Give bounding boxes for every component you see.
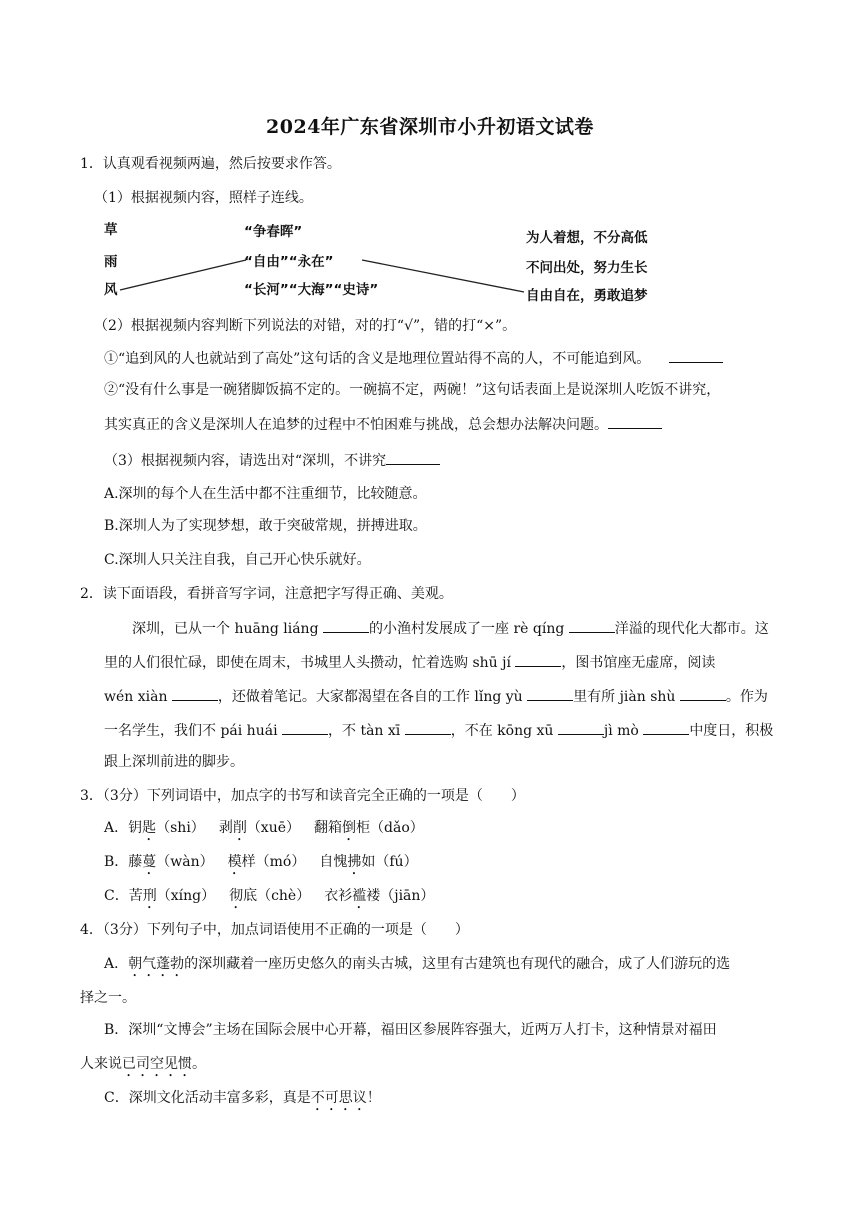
left-item-rain: 雨 [104, 254, 118, 270]
text-segment: ！ [366, 1090, 381, 1106]
text-segment: 倒 [342, 820, 357, 836]
text-segment: ，不 tàn xī [328, 723, 405, 739]
text-segment: 刑 [142, 888, 157, 904]
answer-blank[interactable] [386, 450, 440, 465]
text-segment: 朝气蓬勃 [128, 956, 185, 972]
q1-sub3 [104, 450, 440, 471]
text-segment: 模 [227, 854, 242, 870]
answer-blank[interactable] [669, 348, 723, 363]
text-segment: 柜（dǎo） [356, 820, 424, 836]
text-segment: wén xiàn [104, 689, 172, 705]
text-segment: 剥 [218, 820, 233, 836]
text-segment: 褴 [352, 888, 367, 904]
text-segment: 如（fú） [361, 854, 418, 870]
text-segment: C．深圳文化活动丰富多彩，真是 [104, 1090, 311, 1106]
text-segment: 翻箱 [314, 820, 343, 836]
text-segment: （xuē） [246, 820, 301, 836]
text-segment: 的小渔村发展成了一座 rè qíng [369, 621, 569, 637]
text-segment: 削 [232, 820, 247, 836]
q4-option-b-line2 [80, 1054, 206, 1080]
left-item-grass: 草 [104, 222, 118, 238]
q1-option-c: C.深圳人只关注自我，自己开心快乐就好。 [104, 552, 371, 568]
text-segment: 里的人们很忙碌，即使在周末，书城里人头攒动，忙着选购 shū jí [104, 655, 516, 671]
match-line-wind-freedom [120, 260, 246, 290]
answer-blank[interactable] [527, 686, 573, 701]
text-segment: 洋溢的现代化大都市。这 [614, 621, 769, 637]
right-item-1: 为人着想，不分高低 [526, 230, 648, 246]
page-title: 2024年广东省深圳市小升初语文试卷 [266, 116, 594, 138]
text-segment: 自愧 [319, 854, 348, 870]
answer-blank[interactable] [323, 618, 369, 633]
text-segment: 拂 [347, 854, 362, 870]
text-segment: 其实真正的含义是深圳人在追梦的过程中不怕困难与挑战，总会想办法解决问题。 [104, 417, 608, 433]
q1-sub2: （2）根据视频内容判断下列说法的对错，对的打“√”，错的打“×”。 [94, 318, 517, 334]
answer-blank[interactable] [558, 720, 604, 735]
left-item-wind: 风 [104, 282, 118, 298]
answer-blank[interactable] [643, 720, 689, 735]
answer-blank[interactable] [405, 720, 451, 735]
text-segment: ，图书馆座无虚席，阅读 [561, 655, 716, 671]
text-segment: 人来说 [80, 1056, 122, 1072]
q4-stem: 4．（3分）下列句子中，加点词语使用不正确的一项是（ ） [80, 922, 469, 938]
text-segment: 钥 [128, 820, 143, 836]
q2-stem: 2．读下面语段，看拼音写字词，注意把字写得正确、美观。 [80, 586, 453, 602]
middle-item-3: “长河”“大海”“史诗” [244, 282, 379, 298]
text-segment: 。作为 [725, 689, 768, 705]
q1-item1 [104, 348, 723, 369]
q3-stem: 3．（3分）下列词语中，加点字的书写和读音完全正确的一项是（ ） [80, 788, 525, 804]
q1-stem: 1．认真观看视频两遍，然后按要求作答。 [80, 156, 341, 172]
q4-option-a-line1 [104, 954, 730, 980]
text-segment: 褛（jiān） [366, 888, 435, 904]
answer-blank[interactable] [680, 686, 726, 701]
text-segment: 蔓 [142, 854, 157, 870]
q2-para-line2 [104, 652, 715, 673]
q3-option-c [104, 886, 434, 912]
text-segment: 已司空见惯 [122, 1056, 192, 1072]
q1-item2-line1: ②“没有什么事是一碗猪脚饭搞不定的。一碗搞不定，两碗！”这句话表面上是说深圳人吃饭不讲究， [104, 382, 721, 398]
answer-blank[interactable] [569, 618, 615, 633]
q1-option-a: A.深圳的每个人在生活中都不注重细节，比较随意。 [104, 486, 427, 502]
text-segment: 彻 [229, 888, 244, 904]
q2-para-line3 [104, 686, 768, 707]
text-segment: ①“追到风的人也就站到了高处”这句话的含义是地理位置站得不高的人，不可能追到风。 [104, 351, 651, 367]
answer-blank[interactable] [282, 720, 328, 735]
q4-option-c [104, 1088, 381, 1114]
text-segment: ，不在 kōng xū [450, 723, 558, 739]
text-segment: ，还做着笔记。大家都渴望在各自的工作 lǐng yù [217, 689, 528, 705]
middle-item-1: “争春晖” [244, 224, 303, 240]
text-segment: jì mò [603, 723, 644, 739]
matching-image [100, 214, 670, 304]
right-item-2: 不问出处，努力生长 [526, 260, 648, 276]
answer-blank[interactable] [172, 686, 218, 701]
text-segment: 匙 [142, 820, 157, 836]
match-line-freedom-dream [362, 260, 524, 292]
middle-item-2: “自由”“永在” [244, 254, 334, 270]
text-segment: （xíng） [156, 888, 216, 904]
text-segment: （shi） [156, 820, 205, 836]
text-segment: 样（mó） [241, 854, 306, 870]
text-segment: （wàn） [156, 854, 214, 870]
answer-blank[interactable] [608, 414, 662, 429]
q3-option-a [104, 818, 424, 844]
q2-para-line1 [132, 618, 769, 639]
text-segment: C． [104, 888, 129, 904]
text-segment: 。 [192, 1056, 206, 1072]
text-segment: 深圳，已从一个 huāng liáng [132, 621, 323, 637]
text-segment: 藤 [128, 854, 143, 870]
text-segment: 衣衫 [324, 888, 353, 904]
q4-option-b-line1: B．深圳“文博会”主场在国际会展中心开幕，福田区参展阵容强大，近两万人打卡，这种情景对福田 [104, 1022, 717, 1038]
text-segment: B． [104, 854, 129, 870]
text-segment: 里有所 jiàn shù [573, 689, 680, 705]
q1-item2-line2 [104, 414, 662, 435]
q2-para-line5: 跟上深圳前进的脚步。 [104, 754, 244, 770]
q1-sub1: （1）根据视频内容，照样子连线。 [94, 190, 313, 206]
text-segment: （3）根据视频内容，请选出对“深圳，不讲究 [104, 453, 387, 469]
text-segment: 的深圳藏着一座历史悠久的南头古城，这里有古建筑也有现代的融合，成了人们游玩的选 [184, 956, 731, 972]
right-item-3: 自由自在，勇敢追梦 [526, 288, 648, 304]
text-segment: 底（chè） [243, 888, 311, 904]
text-segment: A． [104, 956, 129, 972]
q4-option-a-line2: 择之一。 [80, 990, 136, 1006]
text-segment: A． [104, 820, 129, 836]
q2-para-line4 [104, 720, 773, 741]
text-segment: 苦 [128, 888, 143, 904]
q1-option-b: B.深圳人为了实现梦想，敢于突破常规，拼搏进取。 [104, 518, 427, 534]
q3-option-b [104, 852, 418, 878]
text-segment: 不可思议 [310, 1090, 367, 1106]
answer-blank[interactable] [515, 652, 561, 667]
text-segment: 一名学生，我们不 pái huái [104, 723, 282, 739]
text-segment: 中度日，积极 [689, 723, 774, 739]
